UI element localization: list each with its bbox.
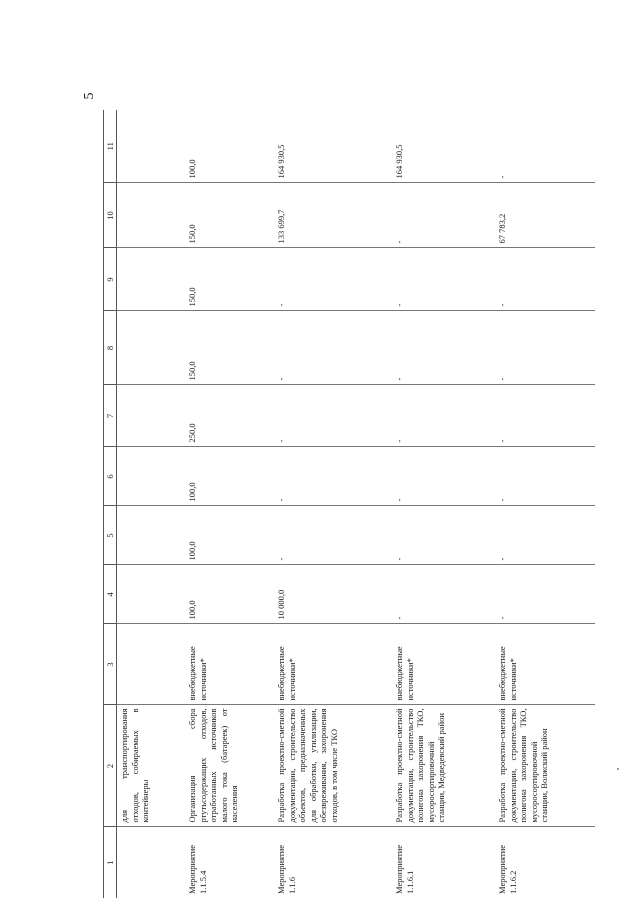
page-number: 5 [82, 92, 97, 100]
value-cell [117, 447, 186, 506]
value-cell: - [495, 447, 595, 506]
value-cell: - [274, 506, 392, 565]
column-number: 6 [104, 447, 117, 506]
column-number: 7 [104, 385, 117, 447]
value-cell: 100,0 [185, 447, 274, 506]
measure-code-cell: Мероприятие 1.1.5.4 [187, 844, 208, 894]
value-cell [117, 506, 186, 565]
value-cell [117, 385, 186, 447]
measure-code-cell: Мероприятие 1.1.6 [276, 844, 297, 894]
value-cell: 164 930,5 [392, 110, 495, 183]
table-row [185, 110, 274, 898]
value-cell: - [274, 311, 392, 385]
value-cell [117, 311, 186, 385]
budget-table-sheet [103, 110, 550, 898]
value-cell: - [392, 183, 495, 248]
column-number: 4 [104, 565, 117, 624]
value-cell: - [495, 248, 595, 311]
measure-code-cell [117, 827, 186, 898]
column-number: 10 [104, 183, 117, 248]
funding-source-cell: внебюджетные источники* [392, 624, 495, 705]
value-cell: - [495, 311, 595, 385]
measure-description-cell: Разработка проектно-сметной документации, строительство полигона захоронения ТКО, мусоросортировочной станции, Медведевский район [392, 705, 495, 827]
value-cell [117, 183, 186, 248]
table-row [495, 110, 595, 898]
value-cell: - [392, 385, 495, 447]
value-cell: - [392, 248, 495, 311]
column-number: 3 [104, 624, 117, 705]
value-cell: - [392, 506, 495, 565]
column-number: 9 [104, 248, 117, 311]
value-cell: 10 000,0 [274, 565, 392, 624]
value-cell: 150,0 [185, 311, 274, 385]
value-cell: - [274, 447, 392, 506]
value-cell: 164 930,5 [274, 110, 392, 183]
value-cell: - [274, 248, 392, 311]
value-cell: 100,0 [185, 565, 274, 624]
column-number-header-row [104, 110, 117, 898]
value-cell: - [495, 385, 595, 447]
measure-description-cell: Организация сбора ртутьсодержащих отходов, отработанных источников малого тока (батареек) от населения [185, 705, 274, 827]
column-number: 5 [104, 506, 117, 565]
value-cell: - [495, 110, 595, 183]
column-number: 11 [104, 110, 117, 183]
value-cell [117, 565, 186, 624]
value-cell: 100,0 [185, 110, 274, 183]
funding-source-cell: внебюджетные источники* [185, 624, 274, 705]
table-row-continuation [117, 110, 186, 898]
value-cell: - [392, 447, 495, 506]
column-number: 1 [104, 827, 117, 898]
measure-description-cell: Разработка проектно-сметной документации, строительство полигона захоронения ТКО, мусоросортировочной станции, Волжский район [495, 705, 595, 827]
column-number: 8 [104, 311, 117, 385]
funding-source-cell [117, 624, 186, 705]
program-measures-table [103, 110, 595, 898]
value-cell: - [392, 311, 495, 385]
rotated-page [0, 85, 640, 905]
value-cell [117, 248, 186, 311]
value-cell: - [392, 565, 495, 624]
value-cell: 150,0 [185, 183, 274, 248]
measure-code-cell: Мероприятие 1.1.6.1 [394, 844, 415, 894]
value-cell: 150,0 [185, 248, 274, 311]
value-cell: - [274, 385, 392, 447]
value-cell [117, 110, 186, 183]
measure-description-cell: для транспортирования отходов, собираемых в контейнеры [117, 705, 186, 827]
measure-code-cell: Мероприятие 1.1.6.2 [497, 844, 518, 894]
value-cell: - [495, 565, 595, 624]
value-cell: - [495, 506, 595, 565]
table-row [392, 110, 495, 898]
value-cell: 133 699,7 [274, 183, 392, 248]
table-row [274, 110, 392, 898]
funding-source-cell: внебюджетные источники* [274, 624, 392, 705]
value-cell: 67 783,2 [495, 183, 595, 248]
column-number: 2 [104, 705, 117, 827]
measure-description-cell: Разработка проектно-сметной документации, строительство объектов, предназначенных для обработки, утилизации, обезвреживания, захоронения отходов, в том числе ТКО [274, 705, 392, 827]
value-cell: 100,0 [185, 506, 274, 565]
funding-source-cell: внебюджетные источники* [495, 624, 595, 705]
value-cell: 250,0 [185, 385, 274, 447]
